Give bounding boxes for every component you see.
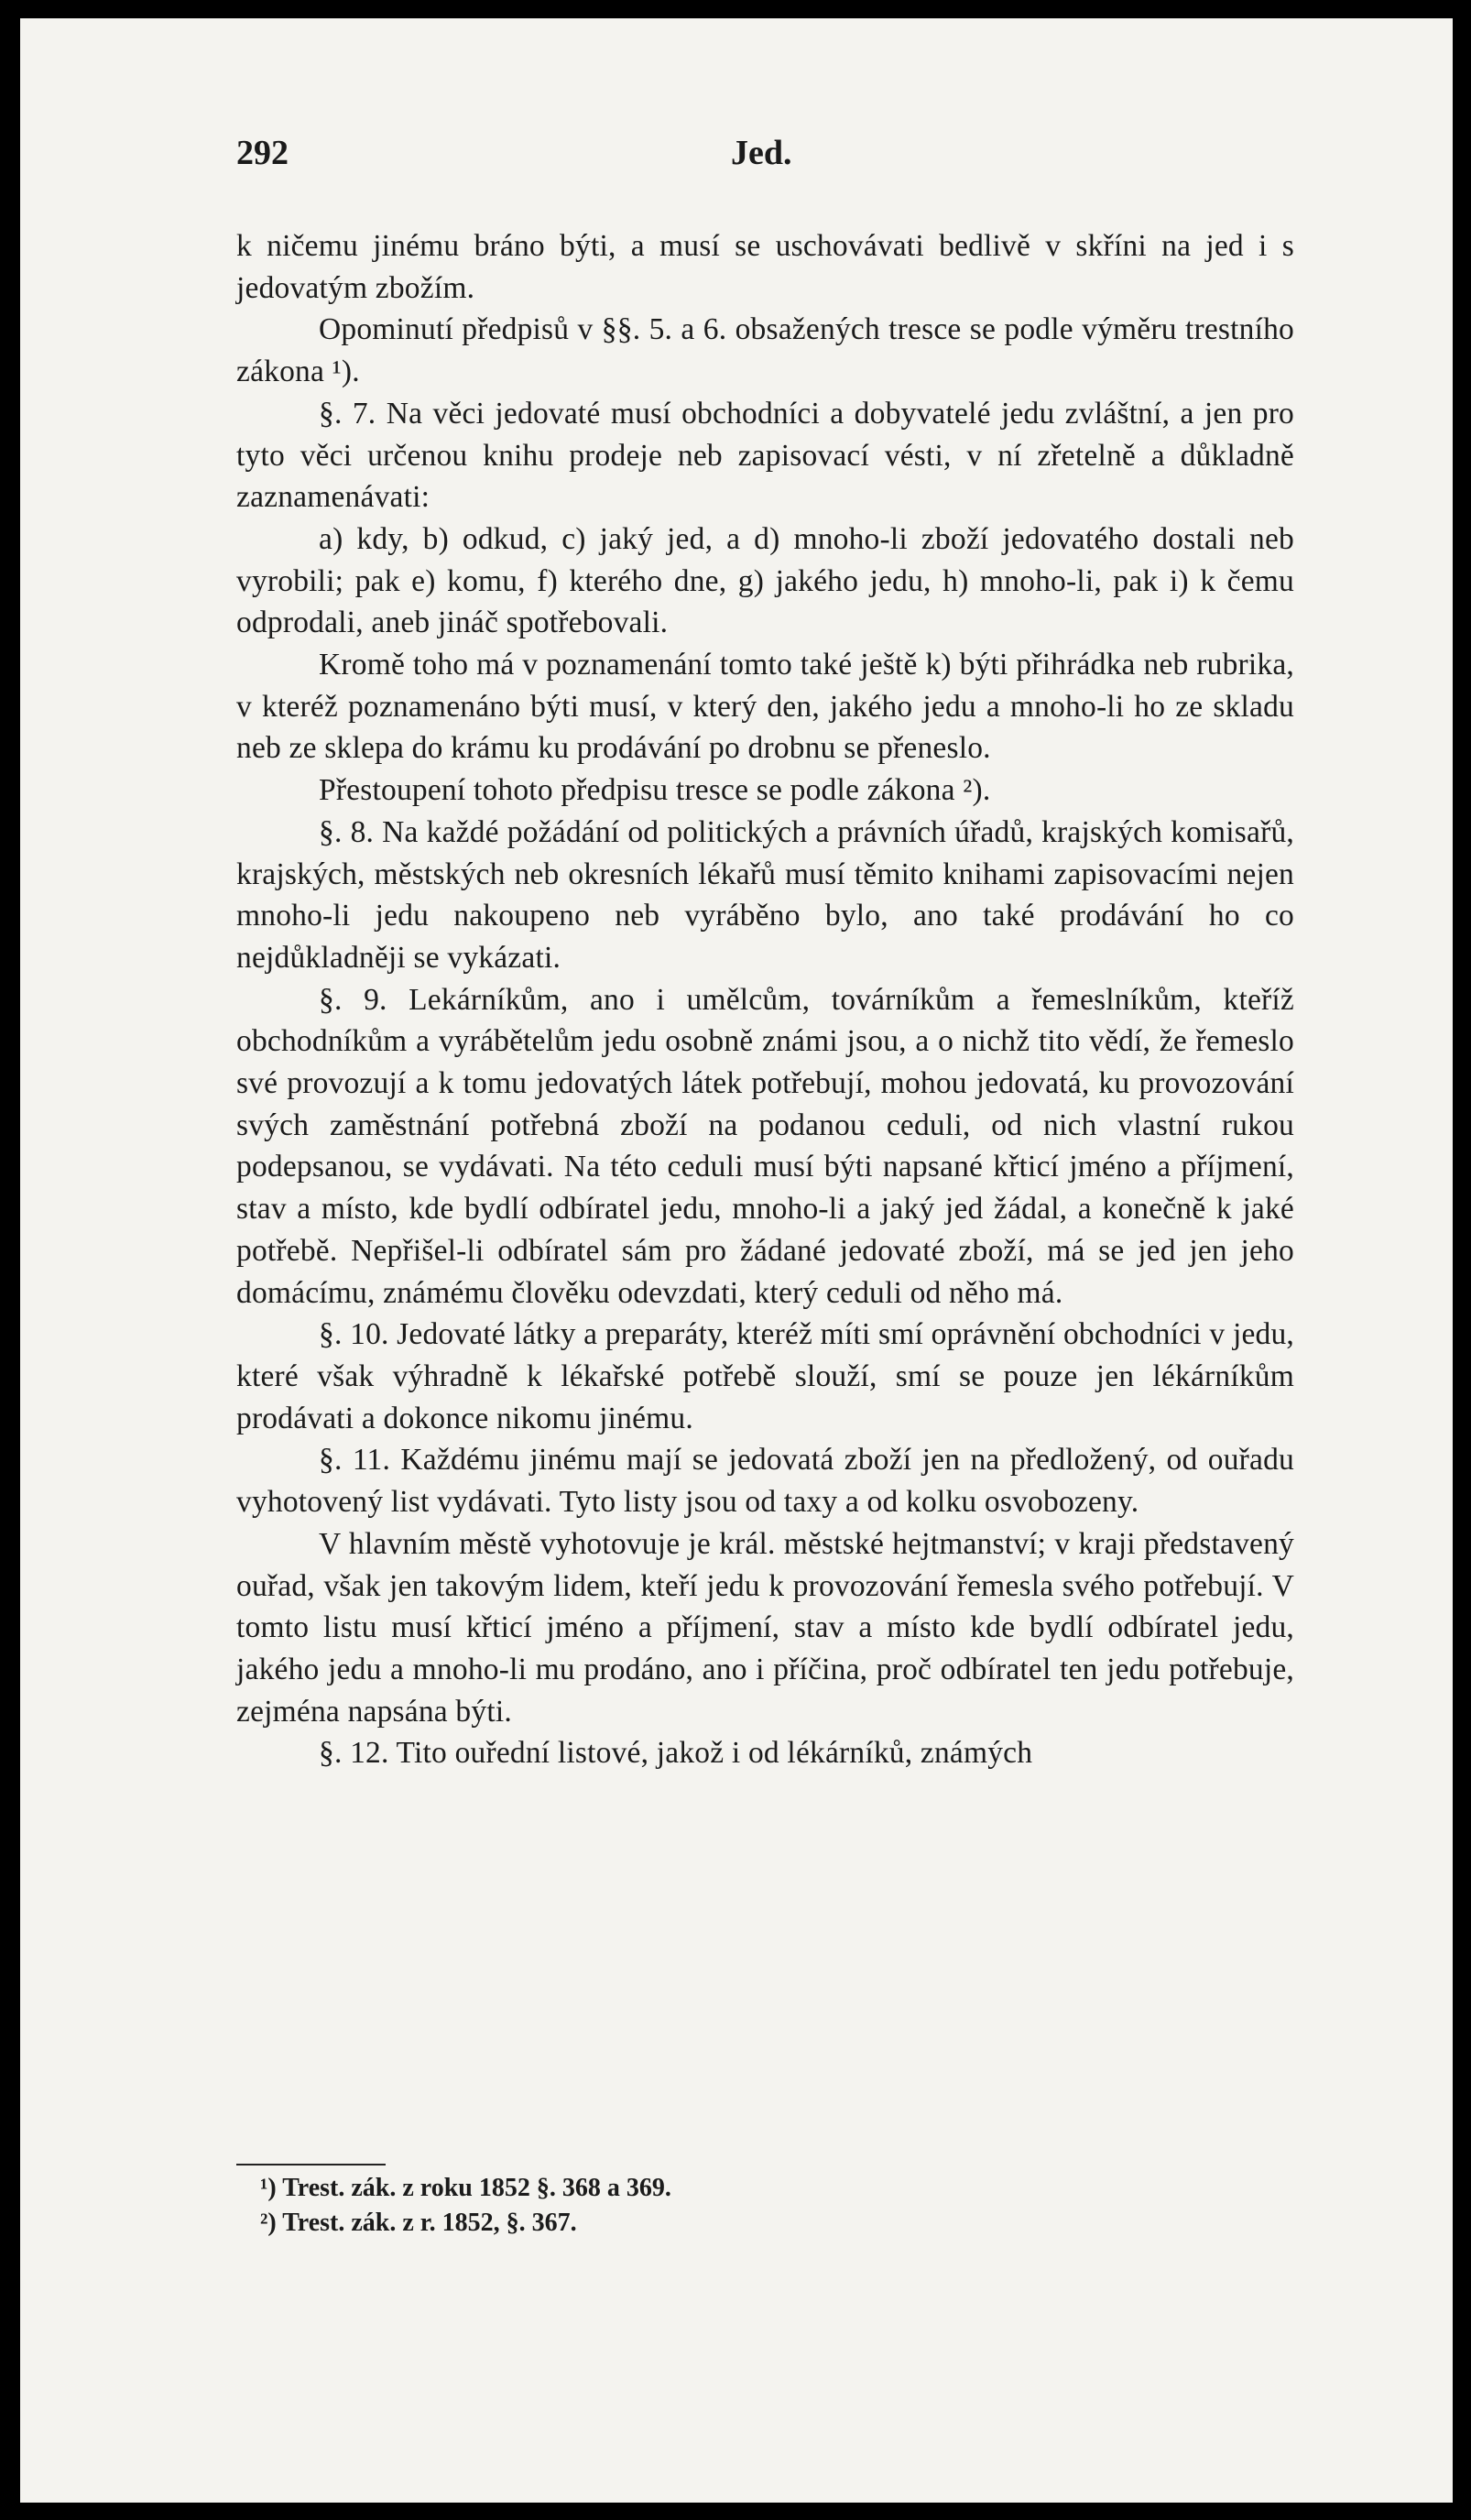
paragraph: Kromě toho má v poznamenání tomto také ještě k) býti přihrádka neb rubrika, v kteréž poznamenáno býti musí, v který den, jakého jedu a mnoho-li ho ze skladu neb ze sklepa do krámu ku prodávání po drobnu se přeneslo. xyxy=(236,648,1294,766)
paragraph: V hlavním městě vyhotovuje je král. městské hejtmanství; v kraji představený ouřad, však jen takovým lidem, kteří jedu k provozování řemesla svého potřebují. V tomto listu musí křticí jméno a příjmení, stav a místo kde bydlí odbíratel jedu, jakého jedu a mnoho-li mu prodáno, ano i příčina, proč odbíratel ten jedu potřebuje, zejména napsána býti. xyxy=(236,1526,1294,1729)
page-number: 292 xyxy=(236,134,289,172)
footnotes xyxy=(260,2171,1268,2241)
paragraph: Přestoupení tohoto předpisu tresce se podle zákona ²). xyxy=(319,773,991,808)
page-header xyxy=(236,133,1294,188)
paragraph: §. 10. Jedovaté látky a preparáty, kteréž míti smí oprávnění obchodníci v jedu, které však výhradně k lékařské potřebě slouží, smí se pouze jen lékárníkům prodávati a dokonce nikomu jinému. xyxy=(236,1317,1294,1435)
footnote: ¹) Trest. zák. z roku 1852 §. 368 a 369. xyxy=(260,2174,671,2202)
paragraph: §. 7. Na věci jedovaté musí obchodníci a dobyvatelé jedu zvláštní, a jen pro tyto věci určenou knihu prodeje neb zapisovací vésti, v ní zřetelně a důkladně zaznamenávati: xyxy=(236,396,1294,515)
footnote: ²) Trest. zák. z r. 1852, §. 367. xyxy=(260,2209,577,2237)
footnote-divider xyxy=(236,2164,386,2165)
paragraph: a) kdy, b) odkud, c) jaký jed, a d) mnoho-li zboží jedovatého dostali neb vyrobili; pak e) komu, f) kterého dne, g) jakého jedu, h) mnoho-li, pak i) k čemu odprodali, aneb jináč spotřebovali. xyxy=(236,521,1294,640)
main-text xyxy=(236,225,1294,1774)
paragraph: §. 9. Lekárníkům, ano i umělcům, továrníkům a řemeslníkům, kteříž obchodníkům a vyrábětelům jedu osobně známi jsou, a o nichž tito vědí, že řemeslo své provozují a k tomu jedovatých látek potřebují, mohou jedovatá, ku provozování svých zaměstnání potřebná zboží na podanou ceduli, od nich vlastní rukou podepsanou, se vydávati. Na této ceduli musí býti napsané křticí jméno a příjmení, stav a místo, kde bydlí odbíratel jedu, mnoho-li a jaký jed žádal, a konečně k jaké potřebě. Nepřišel-li odbíratel sám pro žádané jedovaté zboží, má se jed jen jeho domácímu, známému člověku odevzdati, který ceduli od něho má. xyxy=(236,982,1294,1310)
paragraph: §. 11. Každému jinému mají se jedovatá zboží jen na předložený, od ouřadu vyhotovený list vydávati. Tyto listy jsou od taxy a od kolku osvobozeny. xyxy=(236,1443,1294,1520)
paragraph: Opominutí předpisů v §§. 5. a 6. obsažených tresce se podle výměru trestního zákona ¹). xyxy=(236,312,1294,389)
running-title: Jed. xyxy=(731,134,792,172)
paragraph: k ničemu jinému bráno býti, a musí se uschovávati bedlivě v skříni na jed i s jedovatým zbožím. xyxy=(236,229,1294,305)
paragraph: §. 12. Tito ouřední listové, jakož i od lékárníků, známých xyxy=(319,1736,1033,1771)
paragraph: §. 8. Na každé požádání od politických a právních úřadů, krajských komisařů, krajských, městských neb okresních lékařů musí těmito knihami zapisovacími nejen mnoho-li jedu nakoupeno neb vyráběno bylo, ano také prodávání ho co nejdůkladněji se vykázati. xyxy=(236,814,1294,975)
